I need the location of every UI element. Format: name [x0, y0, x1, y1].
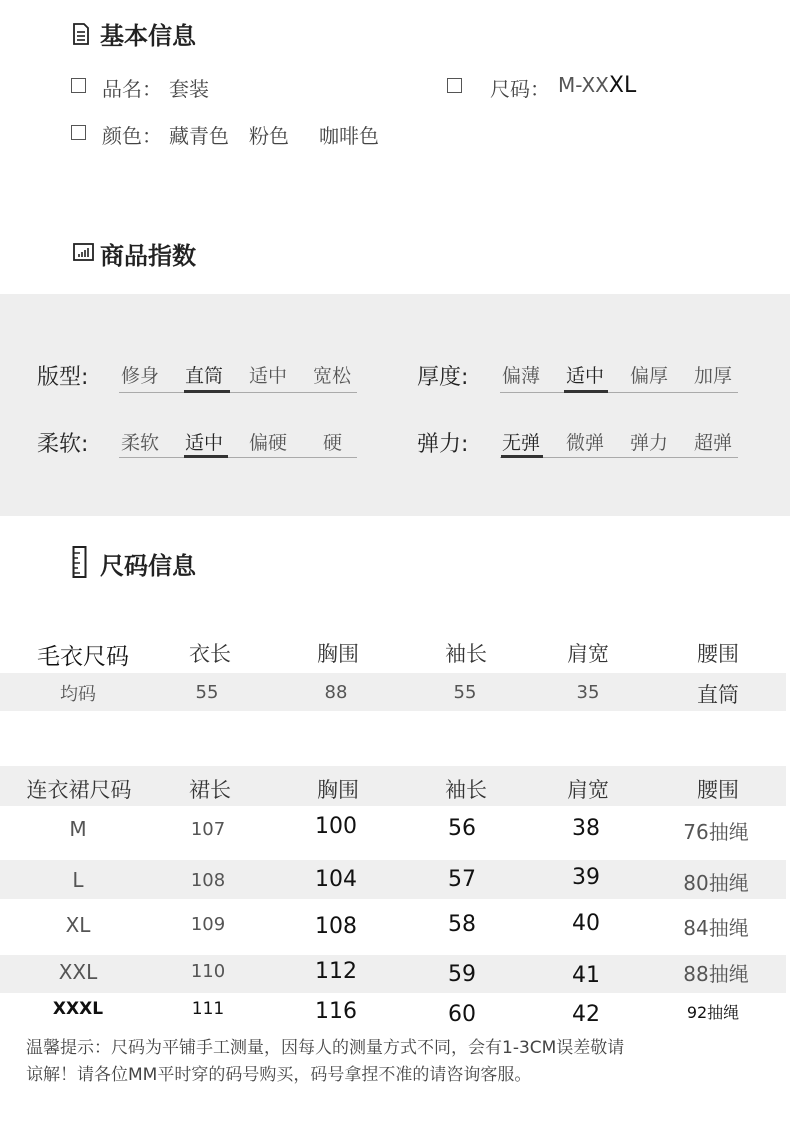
color-value: 咖啡色 — [319, 124, 379, 148]
softness-selected-marker — [184, 455, 228, 458]
table-cell: 108 — [315, 914, 357, 939]
table-cell: 88抽绳 — [683, 962, 749, 986]
table-cell: 116 — [315, 999, 357, 1024]
fit-scale-line — [119, 392, 357, 393]
table-cell: 107 — [190, 819, 226, 840]
product-index-panel — [0, 294, 790, 516]
table-cell: 55 — [195, 682, 219, 703]
table-cell: 58 — [448, 912, 476, 937]
table-cell: 42 — [572, 1002, 600, 1027]
table-header: 肩宽 — [567, 642, 609, 666]
checkbox-icon — [447, 78, 462, 93]
size-note — [26, 1035, 786, 1089]
table-cell: 104 — [315, 867, 357, 892]
thickness-selected-marker — [564, 390, 608, 393]
table-cell: 59 — [448, 962, 476, 987]
elasticity-selected-marker — [501, 455, 543, 458]
table-cell: 92抽绳 — [686, 1003, 740, 1022]
fit-option: 宽松 — [313, 365, 352, 387]
chart-icon — [73, 243, 94, 261]
table-header: 袖长 — [445, 642, 487, 666]
table-cell: XL — [65, 913, 91, 937]
checkbox-icon — [71, 78, 86, 93]
table-cell: 直筒 — [697, 683, 739, 707]
table-header: 腰围 — [697, 642, 739, 666]
softness-option: 偏硬 — [249, 432, 288, 454]
table-header: 连衣裙尺码 — [26, 778, 132, 802]
table-cell: 57 — [448, 867, 476, 892]
table-header: 肩宽 — [567, 778, 609, 802]
ruler-icon — [72, 546, 88, 578]
table-header: 胸围 — [317, 778, 359, 802]
softness-option: 柔软 — [121, 432, 160, 454]
product-name-value: 套装 — [169, 77, 209, 101]
table-cell: 108 — [190, 870, 226, 891]
table-cell: 41 — [572, 963, 600, 988]
table-header: 胸围 — [317, 642, 359, 666]
table-cell: L — [72, 868, 84, 892]
table-cell: 110 — [190, 961, 226, 982]
table-cell: 38 — [572, 816, 600, 841]
fit-option: 直筒 — [185, 365, 224, 387]
table-cell: 112 — [315, 959, 357, 984]
softness-label: 柔软: — [37, 432, 89, 457]
fit-option: 适中 — [249, 365, 288, 387]
elasticity-option: 无弹 — [502, 432, 541, 454]
table-cell: M — [69, 817, 87, 841]
table-cell: 56 — [448, 816, 476, 841]
thickness-label: 厚度: — [417, 365, 469, 390]
table-header: 腰围 — [697, 778, 739, 802]
size-range-part: XL — [608, 73, 637, 98]
checkbox-icon — [71, 125, 86, 140]
size-range-value — [558, 73, 636, 98]
table-cell: 84抽绳 — [683, 916, 749, 940]
elasticity-option: 微弹 — [566, 432, 605, 454]
color-value: 藏青色 — [169, 124, 229, 148]
thickness-option: 偏厚 — [630, 365, 669, 387]
table-cell: XXL — [58, 960, 98, 984]
table-cell: 40 — [572, 911, 600, 936]
table-cell: 111 — [191, 999, 225, 1019]
thickness-option: 适中 — [566, 365, 605, 387]
softness-scale-line — [119, 457, 357, 458]
table-cell: 60 — [448, 1002, 476, 1027]
table-header: 毛衣尺码 — [37, 644, 129, 670]
table-header: 裙长 — [189, 778, 231, 802]
product-index-title: 商品指数 — [100, 242, 196, 270]
note-line: 谅解！请各位MM平时穿的码号购买，码号拿捏不准的请咨询客服。 — [26, 1065, 532, 1085]
table-cell: 55 — [453, 682, 477, 703]
table-cell: 109 — [190, 914, 226, 935]
size-info-title: 尺码信息 — [100, 552, 196, 580]
table-cell: 均码 — [60, 684, 96, 705]
document-icon — [72, 23, 90, 45]
size-range-part: M-XX — [558, 73, 609, 97]
table-header: 衣长 — [189, 642, 231, 666]
table-cell: 76抽绳 — [683, 820, 749, 844]
fit-label: 版型: — [37, 365, 89, 390]
table-cell: XXXL — [52, 999, 104, 1019]
table-cell: 39 — [572, 865, 600, 890]
softness-option: 硬 — [323, 432, 343, 454]
elasticity-option: 超弹 — [694, 432, 733, 454]
table-cell: 35 — [576, 682, 600, 703]
color-label: 颜色： — [102, 124, 162, 148]
table-header: 袖长 — [445, 778, 487, 802]
basic-info-title: 基本信息 — [100, 22, 196, 50]
table-cell: 88 — [324, 682, 348, 703]
elasticity-option: 弹力 — [630, 432, 669, 454]
elasticity-label: 弹力: — [417, 432, 469, 457]
color-value: 粉色 — [249, 124, 289, 148]
fit-option: 修身 — [121, 365, 160, 387]
thickness-option: 加厚 — [694, 365, 733, 387]
thickness-scale-line — [500, 392, 738, 393]
softness-option: 适中 — [185, 432, 224, 454]
note-line: 温馨提示：尺码为平铺手工测量，因每人的测量方式不同，会有1-3CM误差敬请 — [26, 1038, 625, 1058]
size-label: 尺码： — [490, 77, 550, 101]
table-cell: 100 — [315, 814, 357, 839]
product-name-label: 品名： — [102, 77, 162, 101]
table-cell: 80抽绳 — [683, 871, 749, 895]
thickness-option: 偏薄 — [502, 365, 541, 387]
fit-selected-marker — [184, 390, 230, 393]
